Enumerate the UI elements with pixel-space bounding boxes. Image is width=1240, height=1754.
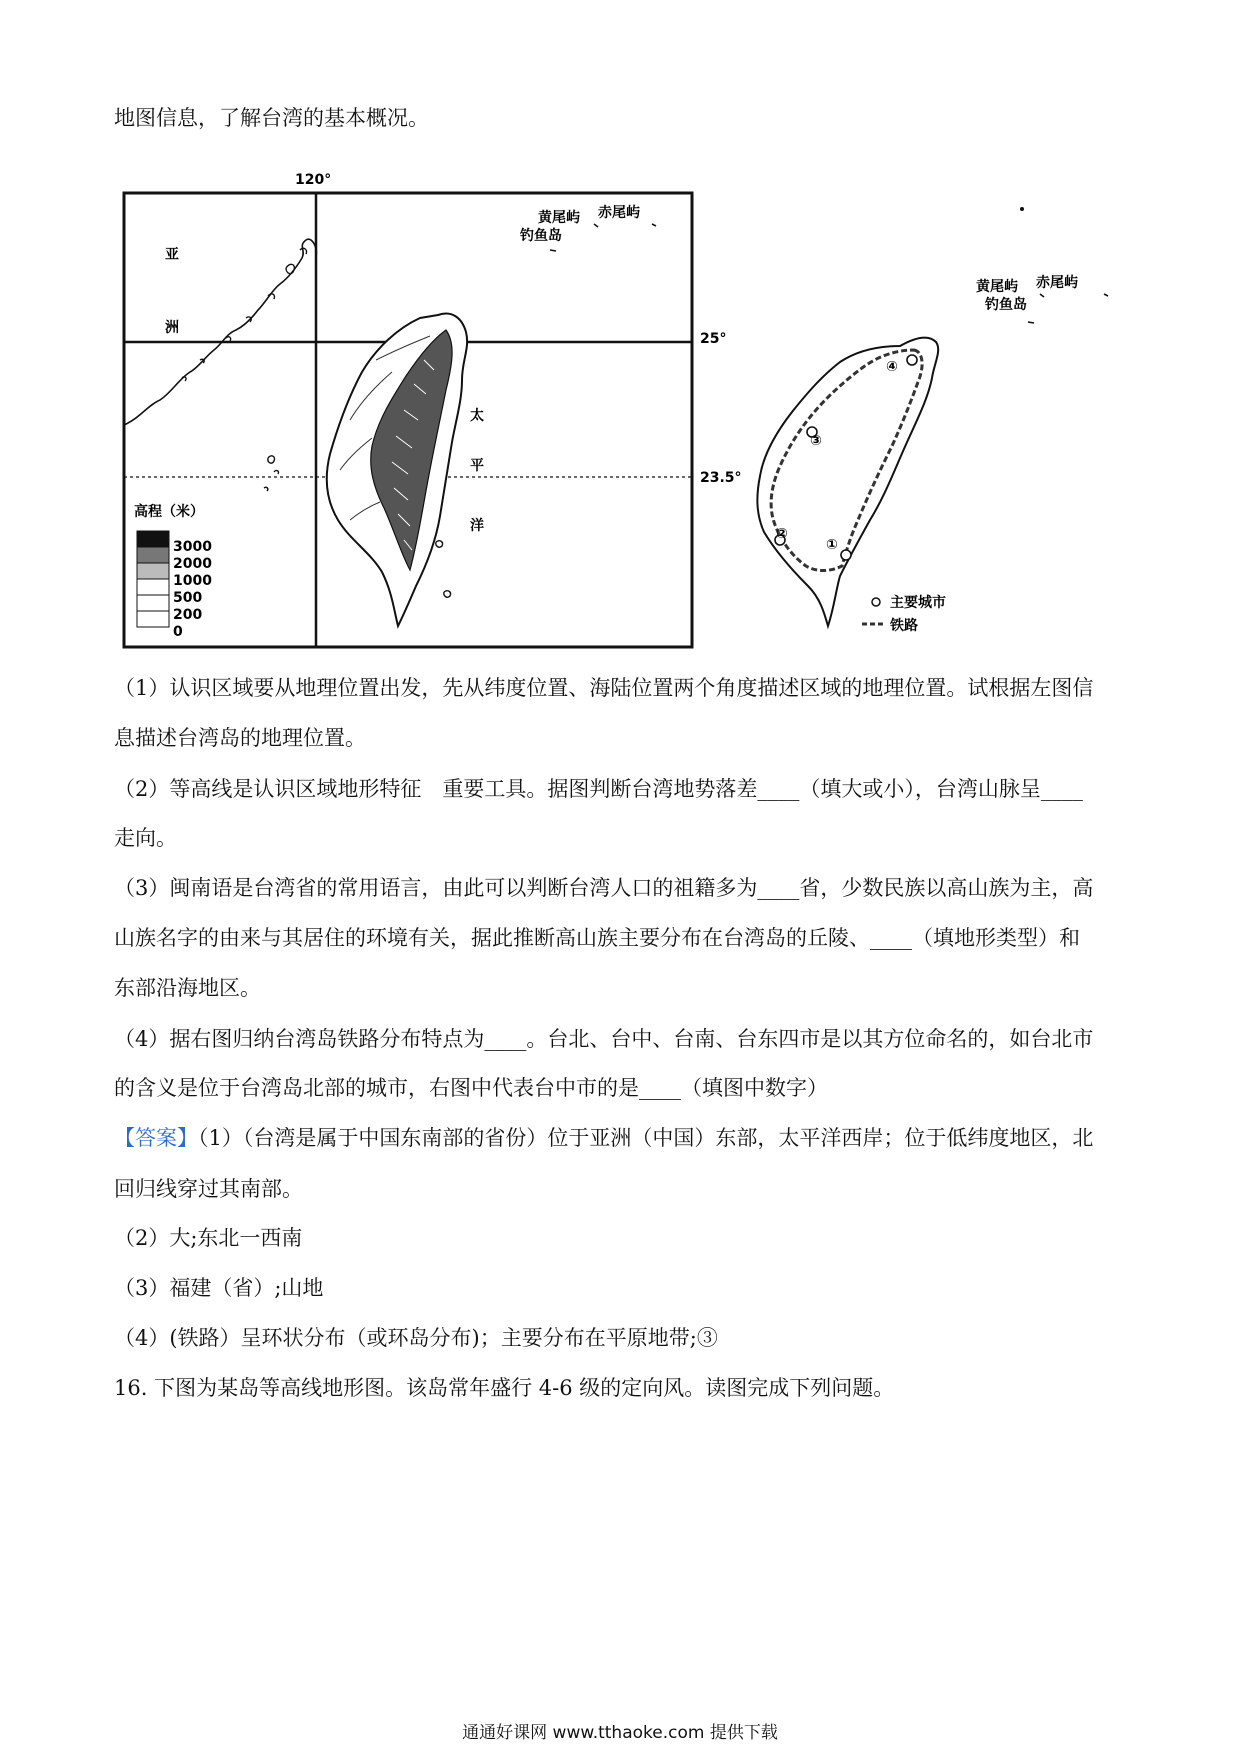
right-chiwei-label: 赤尾屿 (1036, 275, 1078, 291)
city-2-number: ② (776, 526, 788, 542)
lat-25-label: 25° (700, 331, 727, 347)
asia-label-1: 亚 (165, 247, 179, 263)
intro-text: 地图信息，了解台湾的基本概况。 (114, 106, 429, 130)
city-1-marker (841, 550, 851, 560)
q4-line-1: （4）据右图归纳台湾岛铁路分布特点为____。台北、台中、台南、台东四市是以其方位命名的，如台北市 (114, 1027, 1094, 1051)
stray-dot (1020, 207, 1024, 211)
legend-level-500: 500 (173, 590, 203, 606)
penghu-islets (264, 456, 279, 491)
left-map (124, 172, 742, 647)
q2-line-2: 走向。 (114, 826, 177, 850)
pacific-label-2: 平 (470, 458, 484, 474)
lanyu-island (444, 591, 451, 597)
asia-label-2: 洲 (165, 320, 179, 336)
legend-swatch-3000 (137, 531, 169, 547)
q2-line-1: （2）等高线是认识区域地形特征 重要工具。据图判断台湾地势落差____（填大或小），台湾山脉呈____ (114, 777, 1083, 801)
right-huangwei-label: 黄尾屿 (976, 279, 1018, 295)
elevation-legend (134, 503, 212, 640)
city-4-marker (907, 355, 917, 365)
q4-line-2: 的含义是位于台湾岛北部的城市，右图中代表台中市的是____（填图中数字） (114, 1076, 828, 1100)
legend-level-0: 0 (173, 624, 183, 640)
left-diaoyu-label: 钓鱼岛 (520, 228, 562, 244)
left-islet-marks (550, 224, 656, 251)
question-16: 16. 下图为某岛等高线地形图。该岛常年盛行 4-6 级的定向风。读图完成下列问题。 (114, 1376, 895, 1400)
answer-2: （2）大;东北一西南 (114, 1226, 303, 1250)
legend-level-2000: 2000 (173, 556, 212, 572)
legend-level-3000: 3000 (173, 539, 212, 555)
answer-1-text: （1）（台湾是属于中国东南部的省份）位于亚洲（中国）东部，太平洋西岸；位于低纬度地区，北 (198, 1126, 1094, 1150)
legend-city-symbol (872, 598, 880, 606)
green-island (436, 541, 443, 547)
lon-120-label: 120° (295, 172, 332, 188)
legend-level-1000: 1000 (173, 573, 212, 589)
answer-line-2: 回归线穿过其南部。 (114, 1177, 303, 1201)
q3-line-3: 东部沿海地区。 (114, 976, 261, 1000)
legend-level-200: 200 (173, 607, 203, 623)
legend-rail-label: 铁路 (890, 618, 918, 634)
pacific-label-1: 太 (470, 408, 484, 424)
left-chiwei-label: 赤尾屿 (598, 205, 640, 221)
q1-line-2: 息描述台湾岛的地理位置。 (114, 726, 366, 750)
legend-swatch-1000 (137, 563, 169, 579)
pacific-label-3: 洋 (470, 518, 484, 534)
mainland-islets (182, 248, 307, 381)
lat-23-5-label: 23.5° (700, 470, 742, 486)
city-3-number: ③ (810, 433, 822, 449)
legend-title: 高程（米） (134, 504, 204, 520)
legend-city-label: 主要城市 (890, 595, 946, 611)
answer-tag: 【答案】 (114, 1126, 198, 1150)
legend-swatch-2000 (137, 547, 169, 563)
legend-swatch-0 (137, 611, 169, 627)
legend-swatch-500 (137, 579, 169, 595)
answer-4: （4）(铁路）呈环状分布（或环岛分布)；主要分布在平原地带;③ (114, 1326, 718, 1350)
footer-source: 通通好课网 www.tthaoke.com 提供下载 (462, 1723, 778, 1743)
q3-line-1: （3）闽南语是台湾省的常用语言，由此可以判断台湾人口的祖籍多为____省，少数民族以高山族为主，高 (114, 876, 1094, 900)
right-diaoyu-label: 钓鱼岛 (985, 297, 1027, 313)
taiwan-figure (0, 140, 1240, 660)
city-1-number: ① (826, 537, 838, 553)
q1-line-1: （1）认识区域要从地理位置出发，先从纬度位置、海陆位置两个角度描述区域的地理位置。试根据左图信 (114, 676, 1094, 700)
legend-swatch-200 (137, 595, 169, 611)
answer-line-1 (114, 1124, 1093, 1152)
q3-line-2: 山族名字的由来与其居住的环境有关，据此推断高山族主要分布在台湾岛的丘陵、____（填地形类型）和 (114, 926, 1080, 950)
left-huangwei-label: 黄尾屿 (538, 210, 580, 226)
right-map (757, 207, 1108, 634)
city-4-number: ④ (886, 359, 898, 375)
answer-3: （3）福建（省）;山地 (114, 1276, 324, 1300)
right-islet-marks (1028, 294, 1108, 323)
